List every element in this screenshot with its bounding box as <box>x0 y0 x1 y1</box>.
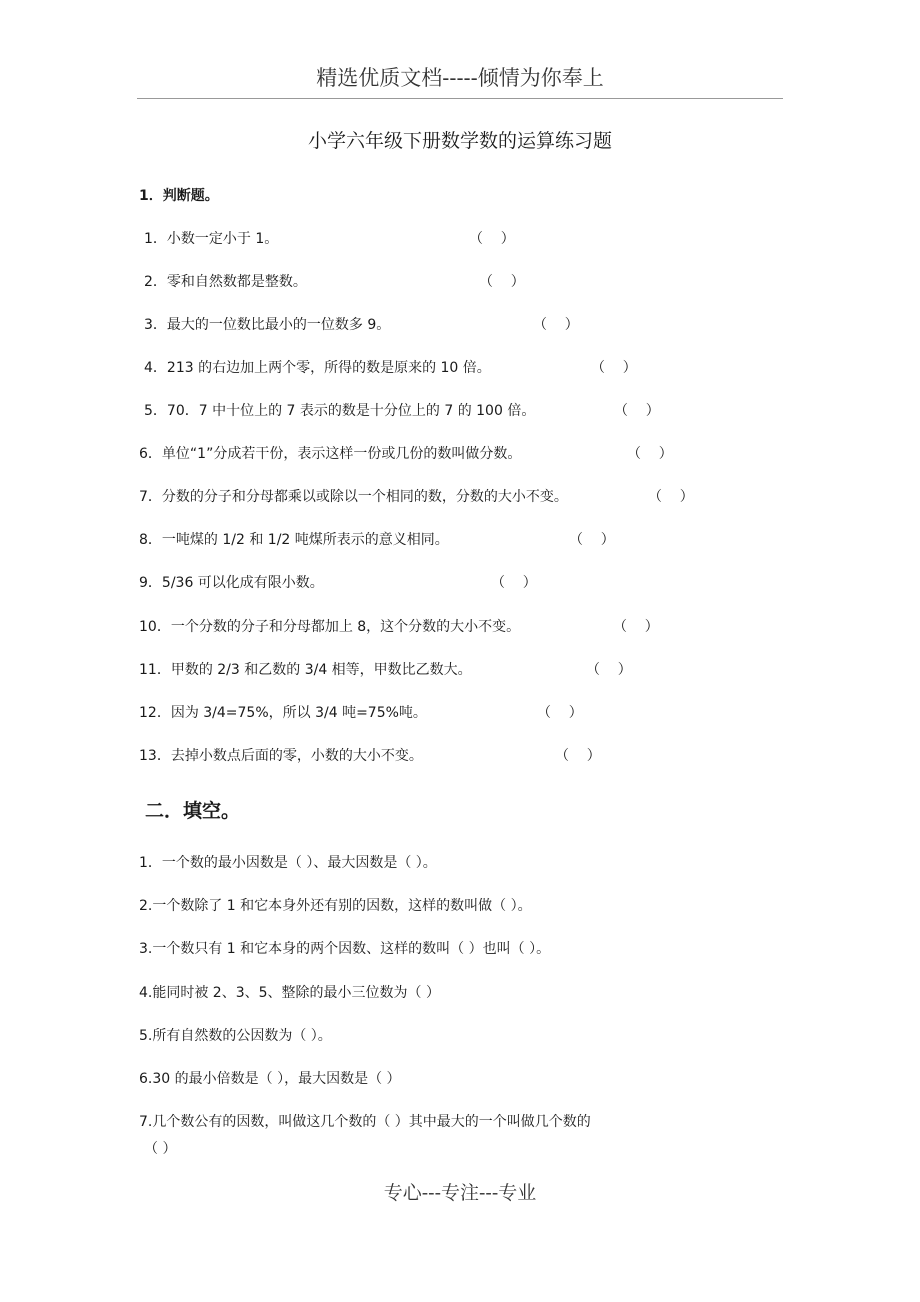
judge-answer-blank-10: （ ） <box>613 619 659 635</box>
judge-answer-blank-5: （ ） <box>614 403 660 419</box>
judge-item-11: 11．甲数的 2/3 和乙数的 3/4 相等，甲数比乙数大。 <box>139 662 472 678</box>
header-divider <box>137 98 783 99</box>
section-1-heading: 1．判断题。 <box>139 188 219 204</box>
fill-item-4: 4.能同时被 2、3、5、整除的最小三位数为（ ） <box>139 985 440 1001</box>
fill-item-3: 3.一个数只有 1 和它本身的两个因数、这样的数叫（ ）也叫（ ）。 <box>139 941 551 957</box>
fill-item-7: 7.几个数公有的因数，叫做这几个数的（ ）其中最大的一个叫做几个数的 <box>139 1114 591 1130</box>
judge-item-5: 5．70．7 中十位上的 7 表示的数是十分位上的 7 的 100 倍。 <box>144 403 536 419</box>
judge-answer-blank-11: （ ） <box>586 662 632 678</box>
fill-item-1: 1．一个数的最小因数是（ ）、最大因数是（ ）。 <box>139 855 437 871</box>
fill-item-7-continued: （ ） <box>144 1141 177 1157</box>
judge-answer-blank-3: （ ） <box>533 317 579 333</box>
page-footer: 专心---专注---专业 <box>383 1182 537 1204</box>
judge-answer-blank-4: （ ） <box>591 360 637 376</box>
fill-item-5: 5.所有自然数的公因数为（ ）。 <box>139 1028 332 1044</box>
judge-item-3: 3．最大的一位数比最小的一位数多 9。 <box>144 317 391 333</box>
judge-item-7: 7．分数的分子和分母都乘以或除以一个相同的数，分数的大小不变。 <box>139 489 568 505</box>
judge-item-10: 10．一个分数的分子和分母都加上 8，这个分数的大小不变。 <box>139 619 521 635</box>
judge-answer-blank-9: （ ） <box>491 575 537 591</box>
section-2-heading: 二．填空。 <box>145 800 241 822</box>
judge-item-2: 2．零和自然数都是整数。 <box>144 274 307 290</box>
judge-answer-blank-13: （ ） <box>555 748 601 764</box>
judge-answer-blank-8: （ ） <box>569 532 615 548</box>
judge-item-8: 8．一吨煤的 1/2 和 1/2 吨煤所表示的意义相同。 <box>139 532 449 548</box>
fill-item-2: 2.一个数除了 1 和它本身外还有别的因数，这样的数叫做（ ）。 <box>139 898 532 914</box>
page-header: 精选优质文档-----倾情为你奉上 <box>316 66 604 90</box>
document-title: 小学六年级下册数学数的运算练习题 <box>307 130 612 152</box>
judge-item-1: 1．小数一定小于 1。 <box>144 231 279 247</box>
judge-item-13: 13．去掉小数点后面的零，小数的大小不变。 <box>139 748 423 764</box>
judge-item-4: 4．213 的右边加上两个零，所得的数是原来的 10 倍。 <box>144 360 491 376</box>
judge-answer-blank-2: （ ） <box>479 274 525 290</box>
judge-answer-blank-7: （ ） <box>648 489 694 505</box>
judge-item-12: 12．因为 3/4=75%，所以 3/4 吨=75%吨。 <box>139 705 427 721</box>
judge-answer-blank-6: （ ） <box>627 446 673 462</box>
judge-item-6: 6．单位“1”分成若干份，表示这样一份或几份的数叫做分数。 <box>139 446 522 462</box>
judge-answer-blank-1: （ ） <box>469 231 515 247</box>
fill-item-6: 6.30 的最小倍数是（ ），最大因数是（ ） <box>139 1071 401 1087</box>
judge-item-9: 9．5/36 可以化成有限小数。 <box>139 575 324 591</box>
judge-answer-blank-12: （ ） <box>537 705 583 721</box>
